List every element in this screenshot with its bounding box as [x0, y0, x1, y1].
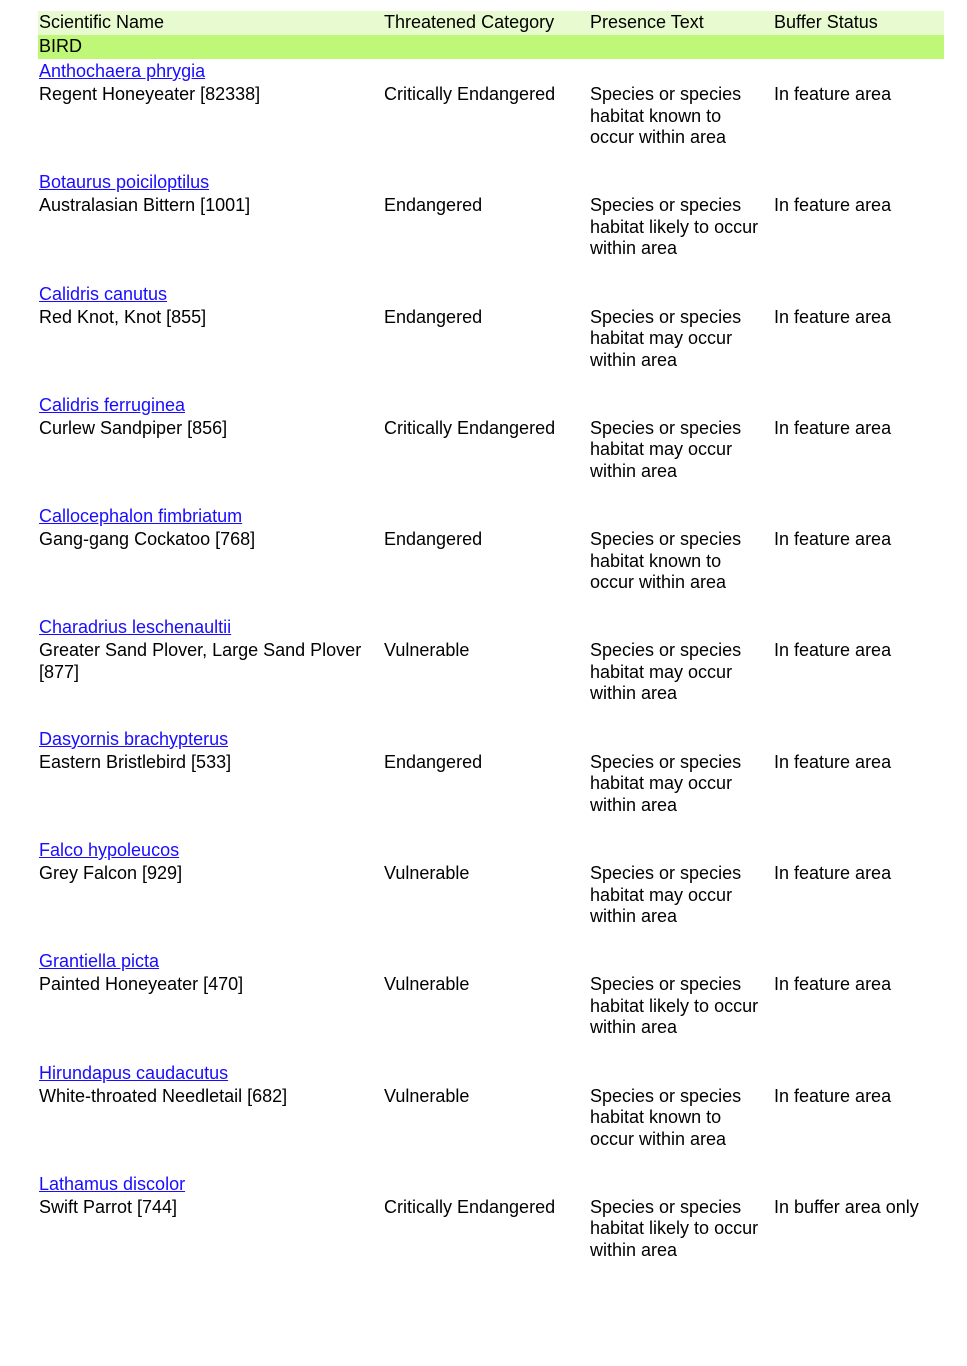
buffer-status: In feature area: [774, 417, 892, 438]
common-name: Australasian Bittern [1001]: [39, 195, 251, 216]
presence-text: Species or species habitat may occur within area: [590, 306, 742, 370]
table-row: [38, 727, 944, 838]
common-name: Eastern Bristlebird [533]: [39, 751, 232, 772]
common-name: Painted Honeyeater [470]: [39, 974, 244, 995]
buffer-status: In feature area: [774, 751, 892, 772]
common-name: Curlew Sandpiper [856]: [39, 417, 228, 438]
presence-text: Species or species habitat may occur within area: [590, 640, 742, 704]
buffer-status: In feature area: [774, 84, 892, 104]
threatened-category: Vulnerable: [384, 974, 470, 995]
table-header: [38, 11, 944, 35]
threatened-category: Vulnerable: [384, 640, 470, 661]
group-heading: [38, 35, 944, 59]
common-name: Greater Sand Plover, Large Sand Plover [877]: [39, 640, 362, 682]
scientific-name-link[interactable]: Calidris ferruginea: [39, 394, 186, 415]
scientific-name-link[interactable]: Grantiella picta: [39, 951, 160, 972]
buffer-status: In feature area: [774, 863, 892, 884]
threatened-category: Critically Endangered: [384, 417, 556, 438]
header-presence-text: Presence Text: [590, 12, 704, 32]
buffer-status: In feature area: [774, 529, 892, 550]
buffer-status: In feature area: [774, 1085, 892, 1106]
header-threatened-category: Threatened Category: [384, 12, 555, 32]
presence-text: Species or species habitat known to occur within area: [590, 84, 742, 147]
table-row: [38, 282, 944, 393]
common-name: Swift Parrot [744]: [39, 1196, 178, 1217]
scientific-name-link[interactable]: Dasyornis brachypterus: [39, 728, 229, 749]
table-row: [38, 59, 944, 170]
presence-text: Species or species habitat may occur within area: [590, 863, 742, 927]
threatened-category: Critically Endangered: [384, 84, 556, 104]
buffer-status: In feature area: [774, 306, 892, 327]
buffer-status: In feature area: [774, 195, 892, 216]
group-label: BIRD: [39, 36, 83, 56]
common-name: Regent Honeyeater [82338]: [39, 84, 261, 104]
threatened-category: Endangered: [384, 306, 483, 327]
common-name: Red Knot, Knot [855]: [39, 306, 207, 327]
threatened-category: Endangered: [384, 195, 483, 216]
presence-text: Species or species habitat known to occur within area: [590, 529, 742, 593]
species-rows: [38, 59, 944, 1283]
buffer-status: In feature area: [774, 640, 892, 661]
buffer-status: In buffer area only: [774, 1196, 919, 1217]
scientific-name-link[interactable]: Botaurus poiciloptilus: [39, 172, 210, 193]
presence-text: Species or species habitat known to occur within area: [590, 1085, 742, 1149]
table-row: [38, 504, 944, 615]
species-table: [38, 11, 944, 1283]
threatened-category: Endangered: [384, 529, 483, 550]
scientific-name-link[interactable]: Charadrius leschenaultii: [39, 617, 232, 638]
table-row: [38, 393, 944, 504]
table-row: [38, 1172, 944, 1283]
presence-text: Species or species habitat likely to occur within area: [590, 974, 759, 1038]
common-name: Grey Falcon [929]: [39, 863, 183, 884]
common-name: White-throated Needletail [682]: [39, 1085, 288, 1106]
common-name: Gang-gang Cockatoo [768]: [39, 529, 256, 550]
scientific-name-link[interactable]: Hirundapus caudacutus: [39, 1062, 229, 1083]
threatened-category: Vulnerable: [384, 863, 470, 884]
table-row: [38, 949, 944, 1060]
header-scientific-name: Scientific Name: [39, 12, 165, 32]
presence-text: Species or species habitat likely to occur within area: [590, 195, 759, 259]
table-row: [38, 1061, 944, 1172]
threatened-category: Critically Endangered: [384, 1196, 556, 1217]
scientific-name-link[interactable]: Falco hypoleucos: [39, 840, 180, 861]
header-buffer-status: Buffer Status: [774, 12, 878, 32]
scientific-name-link[interactable]: Anthochaera phrygia: [39, 61, 206, 81]
scientific-name-link[interactable]: Callocephalon fimbriatum: [39, 506, 243, 527]
presence-text: Species or species habitat may occur within area: [590, 751, 742, 815]
table-row: [38, 170, 944, 281]
threatened-category: Vulnerable: [384, 1085, 470, 1106]
table-row: [38, 615, 944, 726]
scientific-name-link[interactable]: Lathamus discolor: [39, 1173, 186, 1194]
presence-text: Species or species habitat likely to occur within area: [590, 1196, 759, 1260]
table-row: [38, 838, 944, 949]
threatened-category: Endangered: [384, 751, 483, 772]
presence-text: Species or species habitat may occur within area: [590, 417, 742, 481]
buffer-status: In feature area: [774, 974, 892, 995]
scientific-name-link[interactable]: Calidris canutus: [39, 283, 168, 304]
